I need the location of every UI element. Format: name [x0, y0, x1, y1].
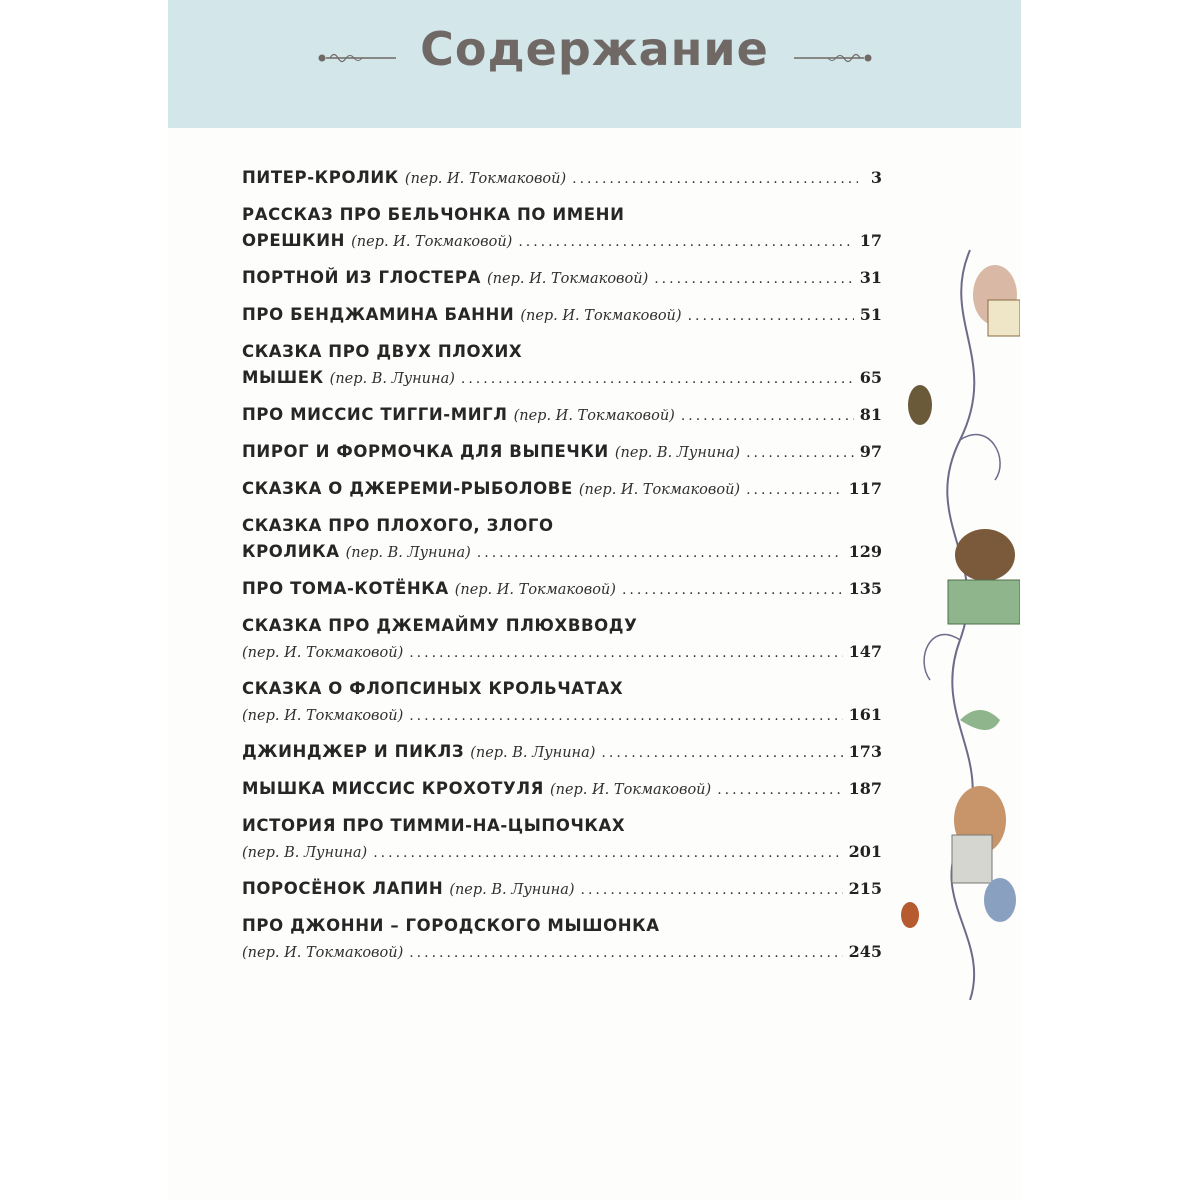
- toc-line: [242, 879, 882, 905]
- toc-entry: [242, 742, 882, 768]
- story-title: СКАЗКА О ДЖЕРЕМИ-РЫБОЛОВЕ: [242, 479, 573, 498]
- dot-leader: [681, 408, 854, 424]
- toc-line: [242, 268, 882, 294]
- story-title: ПРО БЕНДЖАМИНА БАННИ: [242, 305, 515, 324]
- dot-leader: [572, 171, 858, 187]
- illustration-vine-animals-icon: [900, 240, 1020, 1000]
- translator: (пер. В. Лунина): [329, 371, 455, 387]
- dot-leader: [409, 708, 842, 724]
- page-number: 31: [859, 268, 882, 287]
- toc-entry: [242, 168, 882, 194]
- toc-line: [242, 816, 882, 842]
- story-title: СКАЗКА ПРО ДВУХ ПЛОХИХ: [242, 342, 523, 361]
- toc-line: [242, 405, 882, 431]
- story-title: МЫШКА МИССИС КРОХОТУЛЯ: [242, 779, 544, 798]
- page-number: 129: [848, 542, 882, 561]
- story-title: РАССКАЗ ПРО БЕЛЬЧОНКА ПО ИМЕНИ: [242, 205, 625, 224]
- translator: (пер. И. Токмаковой): [513, 408, 675, 424]
- toc-line: [242, 742, 882, 768]
- toc-entry: [242, 479, 882, 505]
- toc-line: [242, 705, 882, 731]
- toc-line: [242, 579, 882, 605]
- story-title: ПРО ТОМА-КОТЁНКА: [242, 579, 449, 598]
- toc-line: [242, 168, 882, 194]
- toc-entry: [242, 616, 882, 668]
- page-number: 97: [859, 442, 882, 461]
- dot-leader: [601, 745, 842, 761]
- page-number: 215: [848, 879, 882, 898]
- toc-entry: [242, 268, 882, 294]
- table-of-contents: [242, 168, 882, 979]
- dot-leader: [409, 645, 842, 661]
- page-title: Содержание: [420, 22, 769, 76]
- page-number: 201: [848, 842, 882, 861]
- dot-leader: [373, 845, 842, 861]
- toc-line: [242, 542, 882, 568]
- toc-entry: [242, 679, 882, 731]
- translator: (пер. И. Токмаковой): [487, 271, 649, 287]
- translator: (пер. В. Лунина): [470, 745, 596, 761]
- story-title: ИСТОРИЯ ПРО ТИММИ-НА-ЦЫПОЧКАХ: [242, 816, 626, 835]
- translator: (пер. И. Токмаковой): [578, 482, 741, 498]
- dot-leader: [581, 882, 843, 898]
- page-number: 187: [848, 779, 882, 798]
- toc-entry: [242, 442, 882, 468]
- page-number: 147: [848, 642, 882, 661]
- translator: (пер. В. Лунина): [242, 845, 368, 861]
- translator: (пер. В. Лунина): [614, 445, 741, 461]
- page-number: 81: [859, 405, 882, 424]
- toc-line: [242, 231, 882, 257]
- toc-line: [242, 779, 882, 805]
- story-title: СКАЗКА ПРО ДЖЕМАЙМУ ПЛЮХВВОДУ: [242, 616, 638, 635]
- translator: (пер. И. Токмаковой): [242, 645, 404, 661]
- toc-line: [242, 942, 882, 968]
- toc-line: [242, 205, 882, 231]
- story-title-cont: МЫШЕК: [242, 368, 324, 387]
- translator: (пер. В. Лунина): [449, 882, 575, 898]
- dot-leader: [688, 308, 854, 324]
- page-number: 173: [848, 742, 882, 761]
- page-number: 17: [859, 231, 882, 250]
- toc-entry: [242, 916, 882, 968]
- toc-entry: [242, 516, 882, 568]
- page-number: 245: [848, 942, 882, 961]
- toc-entry: [242, 816, 882, 868]
- page-number: 51: [859, 305, 882, 324]
- page-number: 135: [848, 579, 882, 598]
- page-number: 3: [870, 168, 882, 187]
- translator: (пер. И. Токмаковой): [404, 171, 567, 187]
- toc-entry: [242, 779, 882, 805]
- dot-leader: [622, 582, 843, 598]
- toc-line: [242, 442, 882, 468]
- dot-leader: [461, 371, 854, 387]
- ornament-right-icon: [790, 46, 874, 70]
- dot-leader: [518, 234, 853, 250]
- toc-entry: [242, 579, 882, 605]
- story-title-cont: ОРЕШКИН: [242, 231, 346, 250]
- story-title: СКАЗКА О ФЛОПСИНЫХ КРОЛЬЧАТАХ: [242, 679, 624, 698]
- story-title: ПИРОГ И ФОРМОЧКА ДЛЯ ВЫПЕЧКИ: [242, 442, 609, 461]
- story-title: ПРО ДЖОННИ – ГОРОДСКОГО МЫШОНКА: [242, 916, 660, 935]
- dot-leader: [746, 445, 854, 461]
- translator: (пер. И. Токмаковой): [242, 708, 404, 724]
- toc-line: [242, 342, 882, 368]
- page-number: 161: [848, 705, 882, 724]
- page-number: 65: [859, 368, 882, 387]
- toc-line: [242, 305, 882, 331]
- dot-leader: [717, 782, 842, 798]
- translator: (пер. И. Токмаковой): [549, 782, 712, 798]
- translator: (пер. И. Токмаковой): [454, 582, 616, 598]
- translator: (пер. И. Токмаковой): [242, 945, 404, 961]
- toc-entry: [242, 879, 882, 905]
- story-title: ПРО МИССИС ТИГГИ-МИГЛ: [242, 405, 508, 424]
- translator: (пер. В. Лунина): [345, 545, 471, 561]
- toc-line: [242, 842, 882, 868]
- toc-entry: [242, 305, 882, 331]
- dot-leader: [477, 545, 843, 561]
- toc-entry: [242, 342, 882, 394]
- toc-line: [242, 616, 882, 642]
- dot-leader: [409, 945, 842, 961]
- story-title: ПОРТНОЙ ИЗ ГЛОСТЕРА: [242, 268, 481, 287]
- story-title: СКАЗКА ПРО ПЛОХОГО, ЗЛОГО: [242, 516, 554, 535]
- book-page: [168, 0, 1021, 1200]
- dot-leader: [746, 482, 843, 498]
- page-number: 117: [848, 479, 882, 498]
- toc-line: [242, 679, 882, 705]
- story-title: ДЖИНДЖЕР И ПИКЛЗ: [242, 742, 465, 761]
- translator: (пер. И. Токмаковой): [520, 308, 682, 324]
- header-band: [168, 0, 1021, 128]
- toc-entry: [242, 405, 882, 431]
- toc-line: [242, 516, 882, 542]
- story-title: ПИТЕР-КРОЛИК: [242, 168, 399, 187]
- translator: (пер. И. Токмаковой): [351, 234, 513, 250]
- story-title-cont: КРОЛИКА: [242, 542, 340, 561]
- toc-line: [242, 479, 882, 505]
- toc-line: [242, 368, 882, 394]
- story-title: ПОРОСЁНОК ЛАПИН: [242, 879, 444, 898]
- toc-line: [242, 916, 882, 942]
- toc-line: [242, 642, 882, 668]
- toc-entry: [242, 205, 882, 257]
- dot-leader: [654, 271, 854, 287]
